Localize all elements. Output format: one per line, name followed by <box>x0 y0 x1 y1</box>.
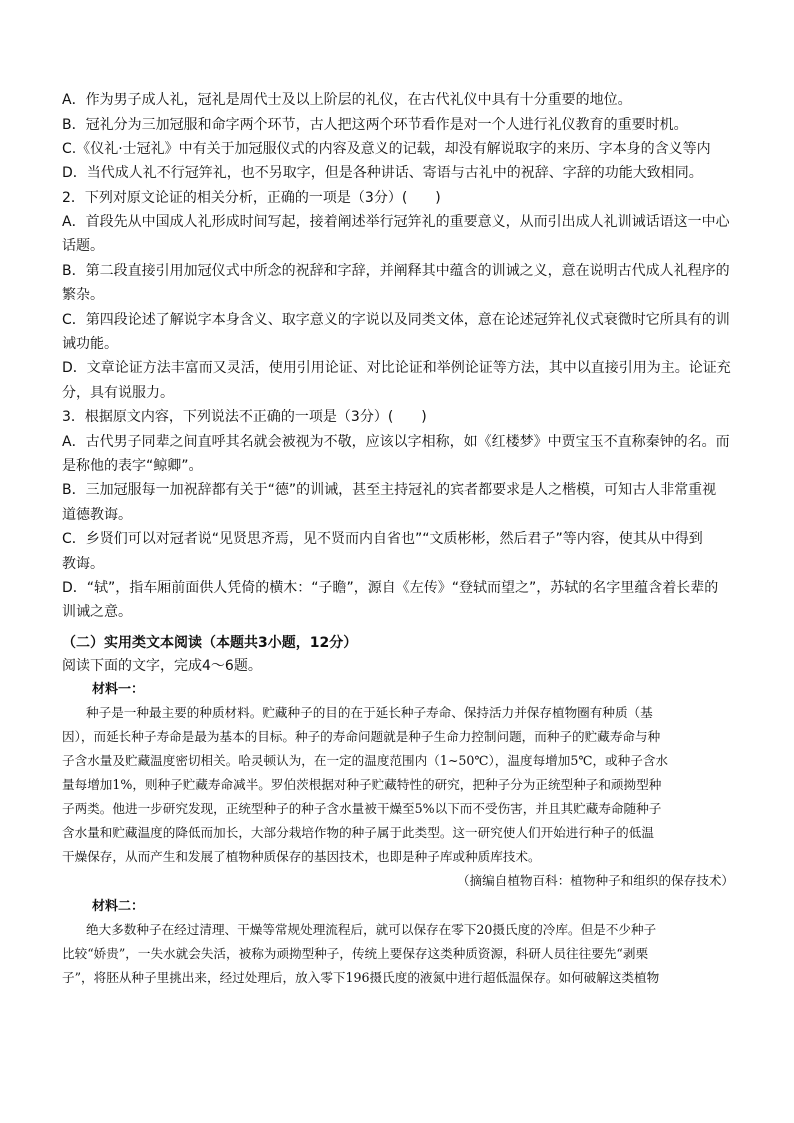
option-3c: C．乡贤们可以对冠者说“见贤思齐焉，见不贤而内自省也”“文质彬彬，然后君子”等内容，使其从中得到 <box>62 531 703 547</box>
option-1b: B．冠礼分为三加冠服和命字两个环节，古人把这两个环节看作是对一个人进行礼仪教育的重要时机。 <box>62 117 688 133</box>
material-2-line: 比较“娇贵”，一失水就会失活，被称为顽拗型种子，传统上要保存这类种质资源，科研人员往往要先“剥栗 <box>62 946 649 961</box>
material-1-line: 干燥保存，从而产生和发展了植物种质保存的基因技术，也即是种子库或种质库技术。 <box>62 849 541 864</box>
option-2a-cont: 话题。 <box>62 238 104 254</box>
section-title: （二）实用类文本阅读（本题共3小题，12分） <box>62 635 358 651</box>
option-2c: C．第四段论述了解说字本身含义、取字意义的字说以及同类文体，意在论述冠笄礼仪式衰微时它所具有的训 <box>62 312 730 328</box>
option-2d-cont: 分，具有说服力。 <box>62 385 174 401</box>
material-2-label: 材料二： <box>92 899 145 914</box>
material-1-line: 子含水量及贮藏温度密切相关。哈灵顿认为，在一定的温度范围内（1~50℃），温度每增加5℃，或种子含水 <box>62 753 669 768</box>
option-2b-cont: 繁杂。 <box>62 287 104 303</box>
option-3a: A．古代男子同辈之间直呼其名就会被视为不敬，应该以字相称，如《红楼梦》中贾宝玉不直称秦钟的名。而 <box>62 434 730 450</box>
material-1-line: 含水量和贮藏温度的降低而加长，大部分栽培作物的种子属于此类型。这一研究使人们开始进行种子的低温 <box>62 825 654 840</box>
option-3b: B．三加冠服每一加祝辞都有关于“德”的训诫，甚至主持冠礼的宾者都要求是人之楷模，可知古人非常重视 <box>62 482 717 498</box>
question-2: 2．下列对原文论证的相关分析，正确的一项是（3分）( ) <box>62 190 441 206</box>
material-1-label: 材料一： <box>92 682 145 697</box>
material-2-line: 子”，将胚从种子里挑出来，经过处理后，放入零下196摄氏度的液氮中进行超低温保存。如何破解这类植物 <box>62 970 660 985</box>
option-1c: C.《仪礼·士冠礼》中有关于加冠服仪式的内容及意义的记载，却没有解说取字的来历、字本身的含义等内 <box>62 141 711 157</box>
material-1-line: 子两类。他进一步研究发现，正统型种子的种子含水量被干燥至5%以下而不受伤害，并且其贮藏寿命随种子 <box>62 801 662 816</box>
material-1-line: 因），而延长种子寿命是最为基本的目标。种子的寿命问题就是种子生命力控制问题，而种子的贮藏寿命与种 <box>62 729 661 744</box>
option-3b-cont: 道德教诲。 <box>62 507 132 523</box>
option-1a: A．作为男子成人礼，冠礼是周代士及以上阶层的礼仪，在古代礼仪中具有十分重要的地位。 <box>62 92 632 108</box>
option-2c-cont: 诫功能。 <box>62 336 118 352</box>
material-2-line: 绝大多数种子在经过清理、干燥等常规处理流程后，就可以保存在零下20摄氏度的冷库。但是不少种子 <box>86 922 657 937</box>
option-3a-cont: 是称他的表字“鲸卿”。 <box>62 458 203 474</box>
material-1-source: （摘编自植物百科：植物种子和组织的保存技术） <box>456 873 734 888</box>
instruction: 阅读下面的文字，完成4～6题。 <box>62 658 262 674</box>
option-2d: D．文章论证方法丰富而又灵活，使用引用论证、对比论证和举例论证等方法，其中以直接引用为主。论证充 <box>62 360 731 376</box>
question-3: 3．根据原文内容，下列说法不正确的一项是（3分）( ) <box>62 409 427 425</box>
option-3c-cont: 教诲。 <box>62 556 104 572</box>
material-1-line: 量每增加1%，则种子贮藏寿命减半。罗伯茨根据对种子贮藏特性的研究，把种子分为正统型种子和顽拗型种 <box>62 777 662 792</box>
option-2a: A．首段先从中国成人礼形成时间写起，接着阐述举行冠笄礼的重要意义，从而引出成人礼训诫话语这一中心 <box>62 214 730 230</box>
option-3d-cont: 训诫之意。 <box>62 604 132 620</box>
material-1-line: 种子是一种最主要的种质材料。贮藏种子的目的在于延长种子寿命、保持活力并保存植物圈有种质（基 <box>86 705 653 720</box>
option-2b: B．第二段直接引用加冠仪式中所念的祝辞和字辞，并阐释其中蕴含的训诫之义，意在说明古代成人礼程序的 <box>62 263 730 279</box>
option-3d: D．“轼”，指车厢前面供人凭倚的横木：“子瞻”，源自《左传》“登轼而望之”，苏轼的名字里蕴含着长辈的 <box>62 580 719 596</box>
option-1d: D．当代成人礼不行冠笄礼，也不另取字，但是各种讲话、寄语与古礼中的祝辞、字辞的功能大致相同。 <box>62 165 703 181</box>
